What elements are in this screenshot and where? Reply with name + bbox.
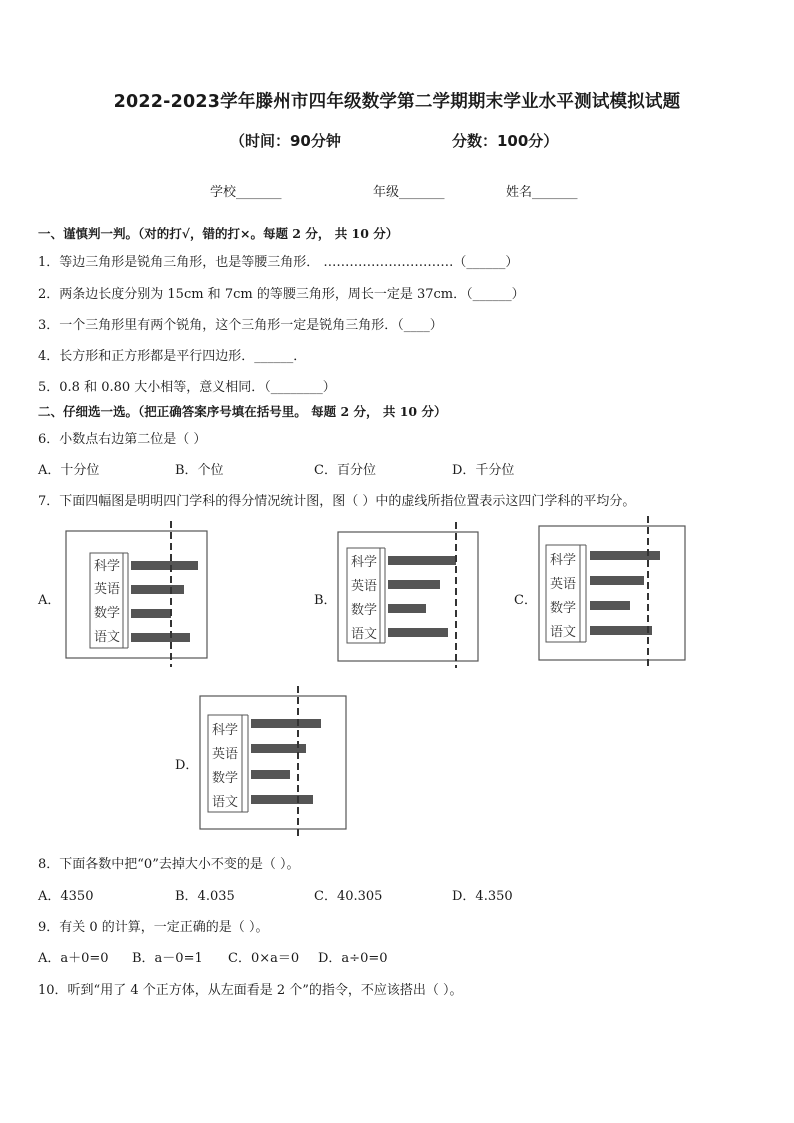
q7-option-a-label: A． [38,593,61,608]
q6-option-d: D．千分位 [452,463,515,478]
q9-option-c: C．0×a＝0 [228,951,300,966]
name-field[interactable]: 姓名_______ [506,185,578,200]
bar [590,551,660,560]
subject-label: 语文 [550,625,577,640]
bar [590,601,630,610]
subject-label: 语文 [212,795,239,810]
bar [251,719,321,728]
bar [388,628,448,637]
subject-label: 科学 [550,553,577,568]
section2-heading: 二、仔细选一选。（把正确答案序号填在括号里。 每题 2 分， 共 10 分） [38,404,447,419]
q7-figure-d [200,686,346,836]
time-info: （时间：90分钟 [230,132,341,150]
q8-option-d: D．4.350 [452,889,513,904]
subject-label: 数学 [550,601,577,616]
subject-label: 数学 [212,771,239,786]
q6-option-c: C．百分位 [314,463,376,478]
q8-option-c: C．40.305 [314,889,383,904]
bar [131,609,171,618]
bar [131,633,190,642]
question-8: 8．下面各数中把“0”去掉大小不变的是（ ）。 [38,857,300,872]
grade-field[interactable]: 年级_______ [373,185,445,200]
subject-label: 数学 [351,603,378,618]
q8-option-b: B．4.035 [175,889,235,904]
bar [388,604,426,613]
q9-option-b: B．a－0=1 [132,951,203,966]
bar [131,561,198,570]
subject-label: 语文 [351,627,378,642]
bar [388,556,456,565]
q7-option-d-label: D． [175,758,199,773]
bar [590,626,652,635]
school-field[interactable]: 学校_______ [210,185,282,200]
q6-option-a: A．十分位 [38,463,100,478]
question-5: 5．0.8 和 0.80 大小相等，意义相同．（________） [38,380,336,395]
question-7: 7．下面四幅图是明明四门学科的得分情况统计图，图（ ）中的虚线所指位置表示这四门学科的平均分。 [38,494,636,509]
q7-option-b-label: B． [314,593,337,608]
subject-label: 英语 [94,582,121,597]
subject-label: 英语 [550,577,577,592]
question-3: 3．一个三角形里有两个锐角，这个三角形一定是锐角三角形．（____） [38,318,443,333]
bar [590,576,644,585]
section1-heading: 一、谨慎判一判。（对的打√，错的打×。每题 2 分， 共 10 分） [38,226,399,241]
subject-label: 科学 [212,723,239,738]
question-6: 6．小数点右边第二位是（ ） [38,432,207,447]
q7-figure-a [66,521,207,667]
question-4: 4．长方形和正方形都是平行四边形．______． [38,349,307,364]
bar [131,585,184,594]
q7-figure-c [539,516,685,668]
question-1: 1．等边三角形是锐角三角形，也是等腰三角形． …………………………（______） [38,255,519,270]
subject-label: 英语 [212,747,239,762]
q7-option-c-label: C． [514,593,537,608]
subject-label: 科学 [94,559,121,574]
q7-figure-b [338,522,478,668]
score-info: 分数：100分） [452,132,559,150]
bar [251,795,313,804]
page-title: 2022-2023学年滕州市四年级数学第二学期期末学业水平测试模拟试题 [113,92,681,112]
question-10: 10．听到“用了 4 个正方体，从左面看是 2 个”的指令，不应该搭出（ ）。 [38,983,463,998]
bar [251,770,290,779]
subject-label: 语文 [94,630,121,645]
q8-option-a: A．4350 [38,889,94,904]
subject-label: 数学 [94,606,121,621]
subject-label: 科学 [351,555,378,570]
q6-option-b: B．个位 [175,463,224,478]
q9-option-d: D．a÷0=0 [318,951,388,966]
question-2: 2．两条边长度分别为 15cm 和 7cm 的等腰三角形，周长一定是 37cm．（______） [38,287,525,302]
bar [388,580,440,589]
question-9: 9．有关 0 的计算，一定正确的是（ ）。 [38,920,269,935]
subject-label: 英语 [351,579,378,594]
q9-option-a: A．a＋0=0 [38,951,109,966]
